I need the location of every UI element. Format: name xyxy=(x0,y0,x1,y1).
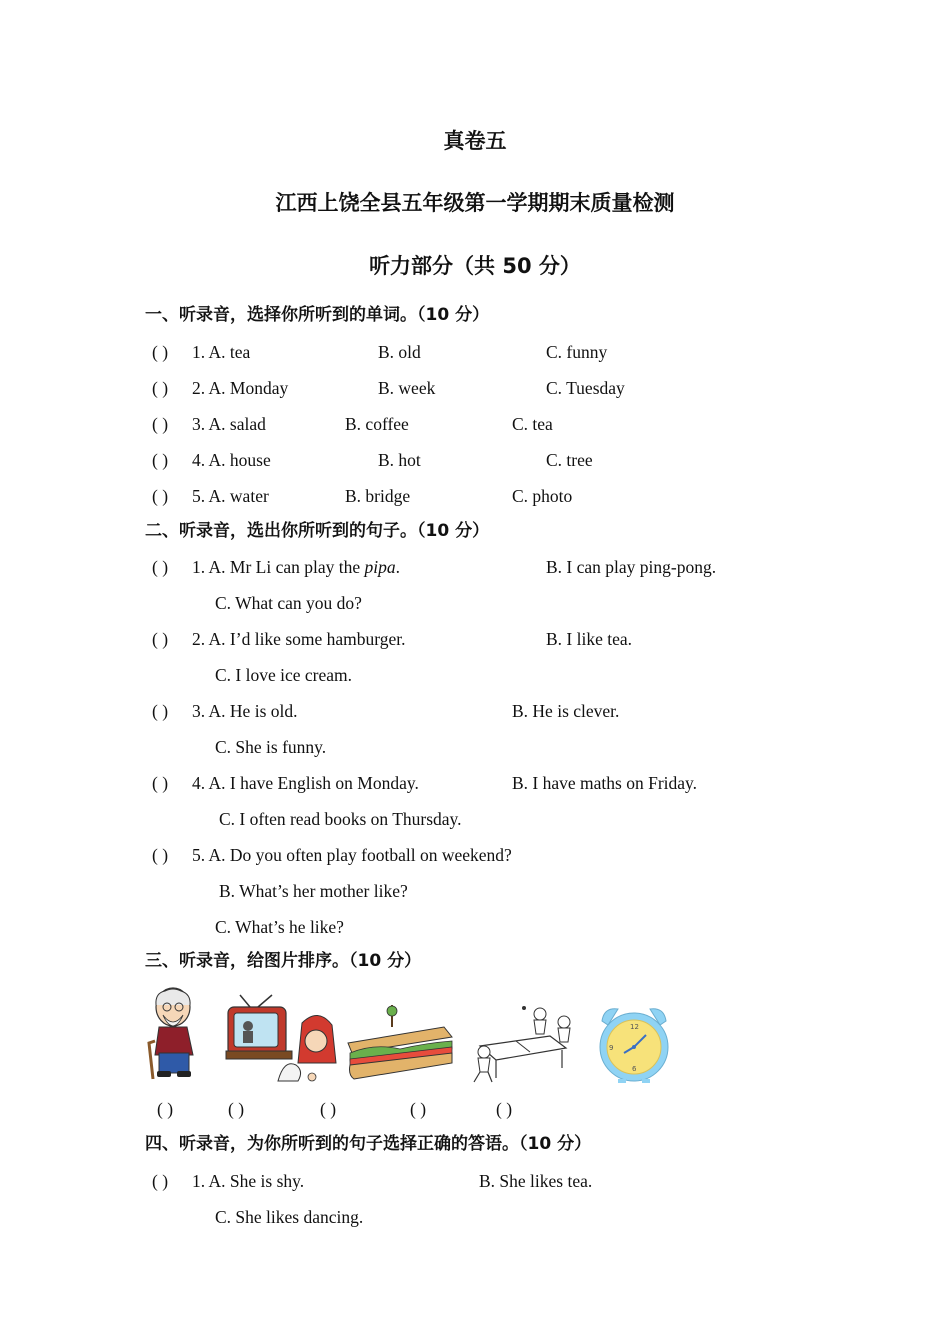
answer-blank[interactable]: ( ) xyxy=(152,557,169,577)
answer-blank[interactable]: ( ) xyxy=(152,450,169,470)
option-b: B. I like tea. xyxy=(546,629,633,649)
option-b: B. coffee xyxy=(345,414,409,434)
answer-blank[interactable]: ( ) xyxy=(152,378,169,398)
picture-2-answer-blank[interactable]: ( ) xyxy=(228,1099,245,1119)
option-c: C. I often read books on Thursday. xyxy=(219,809,462,829)
option-c: C. tea xyxy=(512,414,553,434)
option-c: C. She is funny. xyxy=(215,737,327,757)
section4-heading: 四、听录音，为你所听到的句子选择正确的答语。（10 分） xyxy=(145,1134,592,1154)
svg-text:12: 12 xyxy=(630,1023,639,1031)
option-a: 3. A. He is old. xyxy=(192,701,298,721)
option-b: B. What’s her mother like? xyxy=(219,881,408,901)
picture-4-answer-blank[interactable]: ( ) xyxy=(410,1099,427,1119)
answer-blank[interactable]: ( ) xyxy=(152,414,169,434)
option-a-prefix: 1. A. Mr Li can play the xyxy=(192,557,365,577)
option-b: B. week xyxy=(378,378,436,398)
section3-heading: 三、听录音，给图片排序。（10 分） xyxy=(145,951,422,971)
option-b: B. She likes tea. xyxy=(479,1171,593,1191)
option-a: 1. A. She is shy. xyxy=(192,1171,305,1191)
ping-pong-players-picture xyxy=(466,1000,582,1084)
part-title: 听力部分（共 50 分） xyxy=(369,254,581,278)
exam-title: 江西上饶全县五年级第一学期期末质量检测 xyxy=(275,191,675,215)
picture-1-answer-blank[interactable]: ( ) xyxy=(157,1099,174,1119)
answer-blank[interactable]: ( ) xyxy=(152,845,169,865)
picture-5-answer-blank[interactable]: ( ) xyxy=(496,1099,513,1119)
section2-heading: 二、听录音，选出你所听到的句子。（10 分） xyxy=(145,521,490,541)
option-a: 2. A. Monday xyxy=(192,378,289,398)
section1-heading: 一、听录音，选择你所听到的单词。（10 分） xyxy=(145,305,490,325)
answer-blank[interactable]: ( ) xyxy=(152,1171,169,1191)
option-a: 2. A. I’d like some hamburger. xyxy=(192,629,406,649)
answer-blank[interactable]: ( ) xyxy=(152,629,169,649)
alarm-clock-picture xyxy=(594,1003,674,1085)
old-man-picture xyxy=(143,985,205,1081)
answer-blank[interactable]: ( ) xyxy=(152,486,169,506)
sandwich-picture xyxy=(344,1003,456,1083)
svg-text:6: 6 xyxy=(632,1065,637,1073)
answer-blank[interactable]: ( ) xyxy=(152,773,169,793)
option-b: B. I have maths on Friday. xyxy=(512,773,698,793)
picture-3-answer-blank[interactable]: ( ) xyxy=(320,1099,337,1119)
option-b: B. hot xyxy=(378,450,421,470)
option-b: B. bridge xyxy=(345,486,411,506)
set-title: 真卷五 xyxy=(443,129,507,153)
svg-text:9: 9 xyxy=(609,1044,614,1052)
option-b: B. I can play ping-pong. xyxy=(546,557,717,577)
option-c: C. What’s he like? xyxy=(215,917,344,937)
option-c: C. What can you do? xyxy=(215,593,362,613)
answer-blank[interactable]: ( ) xyxy=(152,701,169,721)
option-a: 4. A. house xyxy=(192,450,271,470)
option-c: C. tree xyxy=(546,450,593,470)
option-a: 5. A. Do you often play football on weekend? xyxy=(192,845,512,865)
option-a: 1. A. tea xyxy=(192,342,251,362)
option-a: 5. A. water xyxy=(192,486,269,506)
option-c: C. Tuesday xyxy=(546,378,625,398)
option-c: C. I love ice cream. xyxy=(215,665,353,685)
option-b: B. old xyxy=(378,342,421,362)
answer-blank[interactable]: ( ) xyxy=(152,342,169,362)
tv-and-girl-picture xyxy=(222,993,342,1083)
option-a-suffix: . xyxy=(395,557,401,577)
option-c: C. photo xyxy=(512,486,573,506)
option-c: C. funny xyxy=(546,342,608,362)
option-a: 4. A. I have English on Monday. xyxy=(192,773,419,793)
option-a xyxy=(192,555,400,579)
option-a: 3. A. salad xyxy=(192,414,266,434)
option-c: C. She likes dancing. xyxy=(215,1207,364,1227)
option-b: B. He is clever. xyxy=(512,701,620,721)
option-a-italic: pipa xyxy=(364,557,396,577)
